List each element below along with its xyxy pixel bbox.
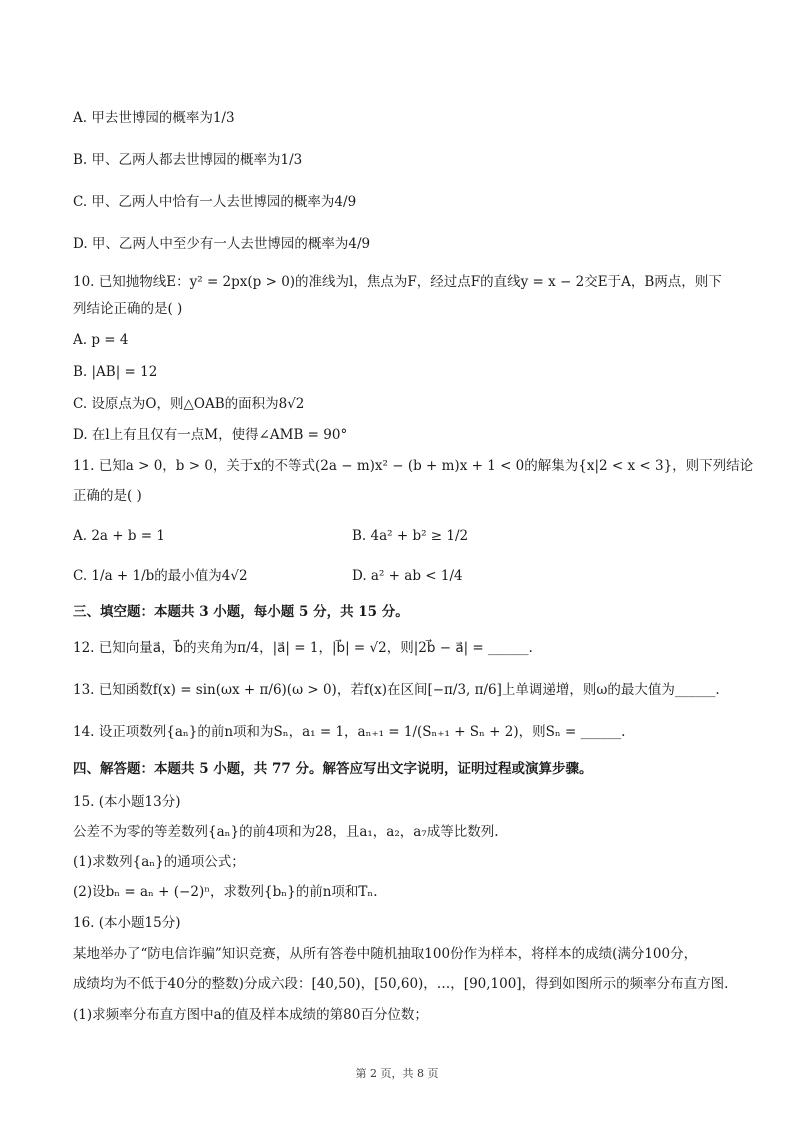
q11-stem-line2: 正确的是( ): [73, 488, 142, 504]
q9-option-b: B. 甲、乙两人都去世博园的概率为1/3: [73, 152, 303, 168]
q9-option-a: A. 甲去世博园的概率为1/3: [73, 110, 235, 126]
q9-option-d: D. 甲、乙两人中至少有一人去世博园的概率为4/9: [73, 236, 371, 252]
q16-stem-line2: 成绩均为不低于40分的整数)分成六段：[40,50)，[50,60)，…，[90,100]，得到如图所示的频率分布直方图.: [73, 976, 729, 992]
section3-heading: 三、填空题：本题共 3 小题，每小题 5 分，共 15 分。: [73, 604, 409, 620]
q13-text: 13. 已知函数f(x) = sin(ωx + π/6)(ω > 0)，若f(x)在区间[−π/3, π/6]上单调递增，则ω的最大值为______.: [73, 682, 720, 698]
q10-option-d: D. 在l上有且仅有一点M，使得∠AMB = 90°: [73, 427, 348, 443]
q12-text: 12. 已知向量a⃗，b⃗的夹角为π/4，|a⃗| = 1，|b⃗| = √2，则|2b⃗ − a⃗| = ______.: [73, 640, 533, 656]
q15-part2: (2)设bₙ = aₙ + (−2)ⁿ，求数列{bₙ}的前n项和Tₙ.: [73, 884, 378, 900]
q9-option-c: C. 甲、乙两人中恰有一人去世博园的概率为4/9: [73, 194, 357, 210]
q16-title: 16. (本小题15分): [73, 915, 181, 931]
q11-option-b: B. 4a² + b² ≥ 1/2: [352, 528, 469, 544]
q11-option-a: A. 2a + b = 1: [73, 528, 165, 544]
q11-option-c: C. 1/a + 1/b的最小值为4√2: [73, 568, 248, 584]
q15-stem: 公差不为零的等差数列{aₙ}的前4项和为28，且a₁，a₂，a₇成等比数列.: [73, 824, 499, 840]
section4-heading: 四、解答题：本题共 5 小题，共 77 分。解答应写出文字说明，证明过程或演算步骤。: [73, 761, 593, 777]
q15-part1: (1)求数列{aₙ}的通项公式；: [73, 854, 245, 870]
q10-option-a: A. p = 4: [73, 332, 129, 348]
q16-part1: (1)求频率分布直方图中a的值及样本成绩的第80百分位数；: [73, 1007, 428, 1023]
q14-text: 14. 设正项数列{aₙ}的前n项和为Sₙ，a₁ = 1，aₙ₊₁ = 1/(Sₙ₊₁ + Sₙ + 2)，则Sₙ = ______.: [73, 724, 626, 740]
q10-stem-line1: 10. 已知抛物线E：y² = 2px(p > 0)的准线为l，焦点为F，经过点F的直线y = x − 2交E于A，B两点，则下: [73, 274, 722, 290]
q11-option-d: D. a² + ab < 1/4: [352, 568, 463, 584]
q10-option-b: B. |AB| = 12: [73, 364, 158, 380]
q16-stem-line1: 某地举办了“防电信诈骗”知识竞赛，从所有答卷中随机抽取100份作为样本，将样本的成绩(满分100分，: [73, 946, 698, 962]
q10-option-c: C. 设原点为O，则△OAB的面积为8√2: [73, 396, 305, 412]
q10-stem-line2: 列结论正确的是( ): [73, 301, 183, 317]
q11-stem-line1: 11. 已知a > 0，b > 0，关于x的不等式(2a − m)x² − (b + m)x + 1 < 0的解集为{x|2 < x < 3}，则下列结论: [73, 458, 754, 474]
page-footer: 第 2 页，共 8 页: [355, 1067, 439, 1080]
q15-title: 15. (本小题13分): [73, 794, 181, 810]
